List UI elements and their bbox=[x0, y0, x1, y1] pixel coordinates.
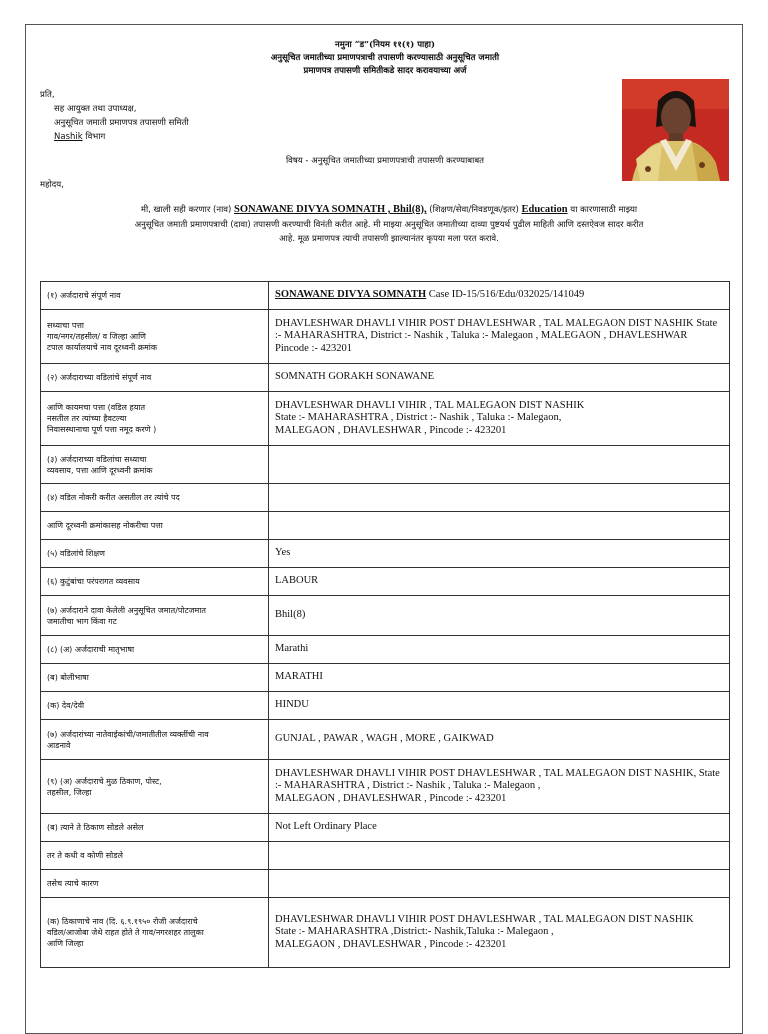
field-label-line: (७) अर्जदाराने दावा केलेली अनुसूचित जमात/पोटजमात bbox=[47, 605, 206, 615]
field-value bbox=[269, 664, 730, 692]
field-label-line: तहसील, जिल्हा bbox=[47, 787, 92, 797]
field-label-line: आणि कायमचा पत्ता (वडिल हयात bbox=[47, 403, 146, 412]
field-label-line: आडनावे bbox=[47, 740, 71, 750]
field-label-line: (ब) त्याने ते ठिकाण सोडले असेल bbox=[47, 823, 144, 832]
purpose-options: (शिक्षण/सेवा/निवडणूक/इतर) bbox=[429, 205, 519, 215]
field-label bbox=[41, 484, 269, 512]
field-value bbox=[269, 484, 730, 512]
field-label bbox=[41, 814, 269, 842]
field-label-line: नसतील तर त्यांच्या हैवटल्या bbox=[47, 414, 127, 423]
table-row bbox=[41, 760, 730, 814]
field-label bbox=[41, 842, 269, 870]
field-label-line: (९) (अ) अर्जदाराचे मुळ ठिकाण, पोस्ट, bbox=[47, 776, 162, 786]
table-row bbox=[41, 814, 730, 842]
field-label-line: (४) वडिल नोकरी करीत असतील तर त्यांचे पद bbox=[47, 493, 180, 502]
field-value-name: SONAWANE DIVYA SOMNATH bbox=[275, 289, 427, 301]
table-row bbox=[41, 310, 730, 364]
field-label-line: (क) देव/देवी bbox=[47, 701, 85, 710]
table-row bbox=[41, 446, 730, 484]
field-value-line: DHAVLESHWAR DHAVLI VIHIR POST DHAVLESHWAR , TAL MALEGAON DIST NASHIK, State :- MAHARASHTRA , District :- Nashik , Taluka :- Malegaon , bbox=[275, 767, 720, 792]
field-label-line: तर ते कधी व कोणी सोडले bbox=[47, 851, 123, 860]
field-value-line: State :- MAHARASHTRA ,District:- Nashik,Taluka :- Malegaon , bbox=[275, 926, 554, 938]
field-value-text: Case ID-15/516/Edu/032025/141049 bbox=[426, 289, 585, 301]
field-value-line: MALEGAON , DHAVLESHWAR , Pincode :- 423201 bbox=[275, 424, 507, 436]
purpose: Education bbox=[521, 204, 568, 215]
field-label bbox=[41, 720, 269, 760]
table-row bbox=[41, 568, 730, 596]
field-value-line: DHAVLESHWAR DHAVLI VIHIR , TAL MALEGAON DIST NASHIK bbox=[275, 399, 585, 411]
addressee-line: सह आयुक्त तथा उपाध्यक्ष, bbox=[54, 104, 137, 114]
field-label-line: (क) ठिकाणाचे नाव (दि. ६.९.१९५० रोजी अर्जदाराचे bbox=[47, 917, 198, 926]
field-label-line: निवासस्थानाचा पूर्ण पत्ता नमूद करणे ) bbox=[47, 425, 157, 434]
field-label bbox=[41, 760, 269, 814]
table-row bbox=[41, 512, 730, 540]
field-value-line: Bhil(8) bbox=[275, 609, 306, 621]
field-label-line: जमातीचा भाग किंवा गट bbox=[47, 616, 117, 626]
field-label-line: (१) अर्जदाराचे संपूर्ण नाव bbox=[47, 291, 121, 300]
field-label bbox=[41, 512, 269, 540]
field-value-line: DHAVLESHWAR DHAVLI VIHIR POST DHAVLESHWAR , TAL MALEGAON DIST NASHIK bbox=[275, 913, 694, 925]
field-label-line: (५) वडिलांचे शिक्षण bbox=[47, 549, 105, 558]
field-label bbox=[41, 540, 269, 568]
field-value bbox=[269, 870, 730, 898]
field-label bbox=[41, 364, 269, 392]
field-label-line: (३) अर्जदाराच्या वडिलांचा सध्याचा bbox=[47, 454, 147, 464]
application-table bbox=[40, 281, 730, 968]
table-row bbox=[41, 596, 730, 636]
form-heading-line: प्रमाणपत्र तपासणी समितीकडे सादर करावयाच्या अर्ज bbox=[303, 66, 467, 76]
salutation: महोदय, bbox=[40, 180, 64, 190]
field-label-line: (७) अर्जदारांच्या नातेवाईकांची/जमातीतील व्यक्तींची नाव bbox=[47, 729, 209, 739]
field-label-line: (८) (अ) अर्जदाराची मातृभाषा bbox=[47, 645, 135, 654]
field-value-line: Marathi bbox=[275, 643, 309, 655]
table-row bbox=[41, 870, 730, 898]
field-value bbox=[269, 720, 730, 760]
addressee-line: अनुसूचित जमाती प्रमाणपत्र तपासणी समिती bbox=[54, 118, 189, 128]
field-label-line: गाव/नगर/तहसील/ व जिल्हा आणि bbox=[47, 332, 146, 341]
table-row bbox=[41, 720, 730, 760]
field-value-line: GUNJAL , PAWAR , WAGH , MORE , GAIKWAD bbox=[275, 733, 494, 745]
field-value bbox=[269, 898, 730, 968]
field-label-line: आणि जिल्हा bbox=[47, 939, 84, 948]
field-value bbox=[269, 512, 730, 540]
field-label-line: वडिल/आजोबा जेथे राहत होते ते गाव/नगरशहर तालुका bbox=[47, 928, 204, 937]
field-label bbox=[41, 664, 269, 692]
field-label bbox=[41, 636, 269, 664]
field-label bbox=[41, 596, 269, 636]
field-value bbox=[269, 568, 730, 596]
field-label-line: टपाल कार्यालयाचे नाव दूरध्वनी क्रमांक bbox=[47, 343, 157, 352]
field-value-line: MALEGAON , DHAVLESHWAR , Pincode :- 423201 bbox=[275, 938, 507, 950]
subject-line: विषय - अनुसूचित जमातीच्या प्रमाणपत्राची तपासणी करण्याबाबत bbox=[285, 156, 485, 166]
field-value bbox=[269, 596, 730, 636]
addressee-division bbox=[54, 131, 105, 143]
field-value-line: LABOUR bbox=[275, 575, 319, 587]
field-value bbox=[269, 446, 730, 484]
addressee-prati: प्रति, bbox=[40, 90, 55, 100]
field-label bbox=[41, 310, 269, 364]
form-page bbox=[25, 24, 743, 1034]
field-value-line: State :- MAHARASHTRA , District :- Nashik , Taluka :- Malegaon, bbox=[275, 412, 562, 424]
field-value-line: Yes bbox=[275, 547, 291, 559]
form-title: नमुना “ड”(नियम ११(१) पाहा) bbox=[335, 40, 435, 50]
field-label bbox=[41, 870, 269, 898]
application-table-body bbox=[41, 282, 730, 968]
field-label bbox=[41, 692, 269, 720]
field-value bbox=[269, 392, 730, 446]
intro-prefix: मी, खाली सही करणार (नाव) bbox=[140, 205, 232, 215]
field-label-line: व्यवसाय, पत्ता आणि दूरध्वनी क्रमांक bbox=[47, 465, 153, 475]
field-value bbox=[269, 842, 730, 870]
field-value bbox=[269, 282, 730, 310]
table-row bbox=[41, 842, 730, 870]
field-label-line: आणि दूरध्वनी क्रमांकासह नोकरीचा पत्ता bbox=[47, 521, 163, 530]
field-value-line: DHAVLESHWAR DHAVLI VIHIR POST DHAVLESHWAR , TAL MALEGAON DIST NASHIK State :- MAHARASHTRA, District :- Nashik , Taluka :- Malegaon , MALEGAON , DHAVLESHWAR Pincode :- 423201 bbox=[275, 317, 718, 354]
field-value bbox=[269, 636, 730, 664]
field-value bbox=[269, 310, 730, 364]
field-value-line: HINDU bbox=[275, 699, 309, 711]
intro-body: या कारणासाठी माझ्या अनुसूचित जमाती प्रमाणपत्राची (दावा) तपासणी करण्याची विनंती करीत आहे. मी माझ्या अनुसूचित जमातीच्या दाव्या पुष्टयर्थ पुढील माहिती आणि दस्तऐवज सादर करीत आहे. मूळ प्रमाणपत्र त्याची तपासणी झाल्यानंतर कृपया मला परत करावे. bbox=[134, 205, 644, 244]
field-label-line: (६) कुटुंबांचा परंपरागत व्यवसाय bbox=[47, 577, 140, 586]
table-row bbox=[41, 484, 730, 512]
table-row bbox=[41, 636, 730, 664]
field-value bbox=[269, 540, 730, 568]
field-label bbox=[41, 392, 269, 446]
field-value bbox=[269, 364, 730, 392]
division-name: Nashik bbox=[54, 132, 83, 142]
field-value-line: Not Left Ordinary Place bbox=[275, 821, 377, 833]
table-row bbox=[41, 364, 730, 392]
field-label bbox=[41, 898, 269, 968]
table-row bbox=[41, 392, 730, 446]
field-label-line: (२) अर्जदाराच्या वडिलांचे संपूर्ण नाव bbox=[47, 373, 152, 382]
table-row bbox=[41, 898, 730, 968]
field-value bbox=[269, 760, 730, 814]
table-row bbox=[41, 540, 730, 568]
table-row bbox=[41, 282, 730, 310]
field-label-line: तसेच त्याचे कारण bbox=[47, 879, 99, 888]
field-value-line: SOMNATH GORAKH SONAWANE bbox=[275, 371, 434, 383]
field-label-line: (ब) बोलीभाषा bbox=[47, 673, 89, 682]
intro-paragraph bbox=[134, 203, 644, 247]
table-row bbox=[41, 692, 730, 720]
applicant-name: SONAWANE DIVYA SOMNATH , Bhil(8), bbox=[234, 204, 427, 215]
field-label bbox=[41, 568, 269, 596]
field-value bbox=[269, 692, 730, 720]
field-value bbox=[269, 814, 730, 842]
field-label bbox=[41, 446, 269, 484]
field-label bbox=[41, 282, 269, 310]
field-value-line: MALEGAON , DHAVLESHWAR , Pincode :- 423201 bbox=[275, 792, 507, 804]
table-row bbox=[41, 664, 730, 692]
field-label-line: सध्याचा पत्ता bbox=[47, 321, 84, 330]
field-value-line: MARATHI bbox=[275, 671, 323, 683]
division-suffix: विभाग bbox=[82, 132, 106, 142]
form-heading-line: अनुसूचित जमातीच्या प्रमाणपत्राची तपासणी करण्यासाठी अनुसूचित जमाती bbox=[270, 53, 500, 63]
